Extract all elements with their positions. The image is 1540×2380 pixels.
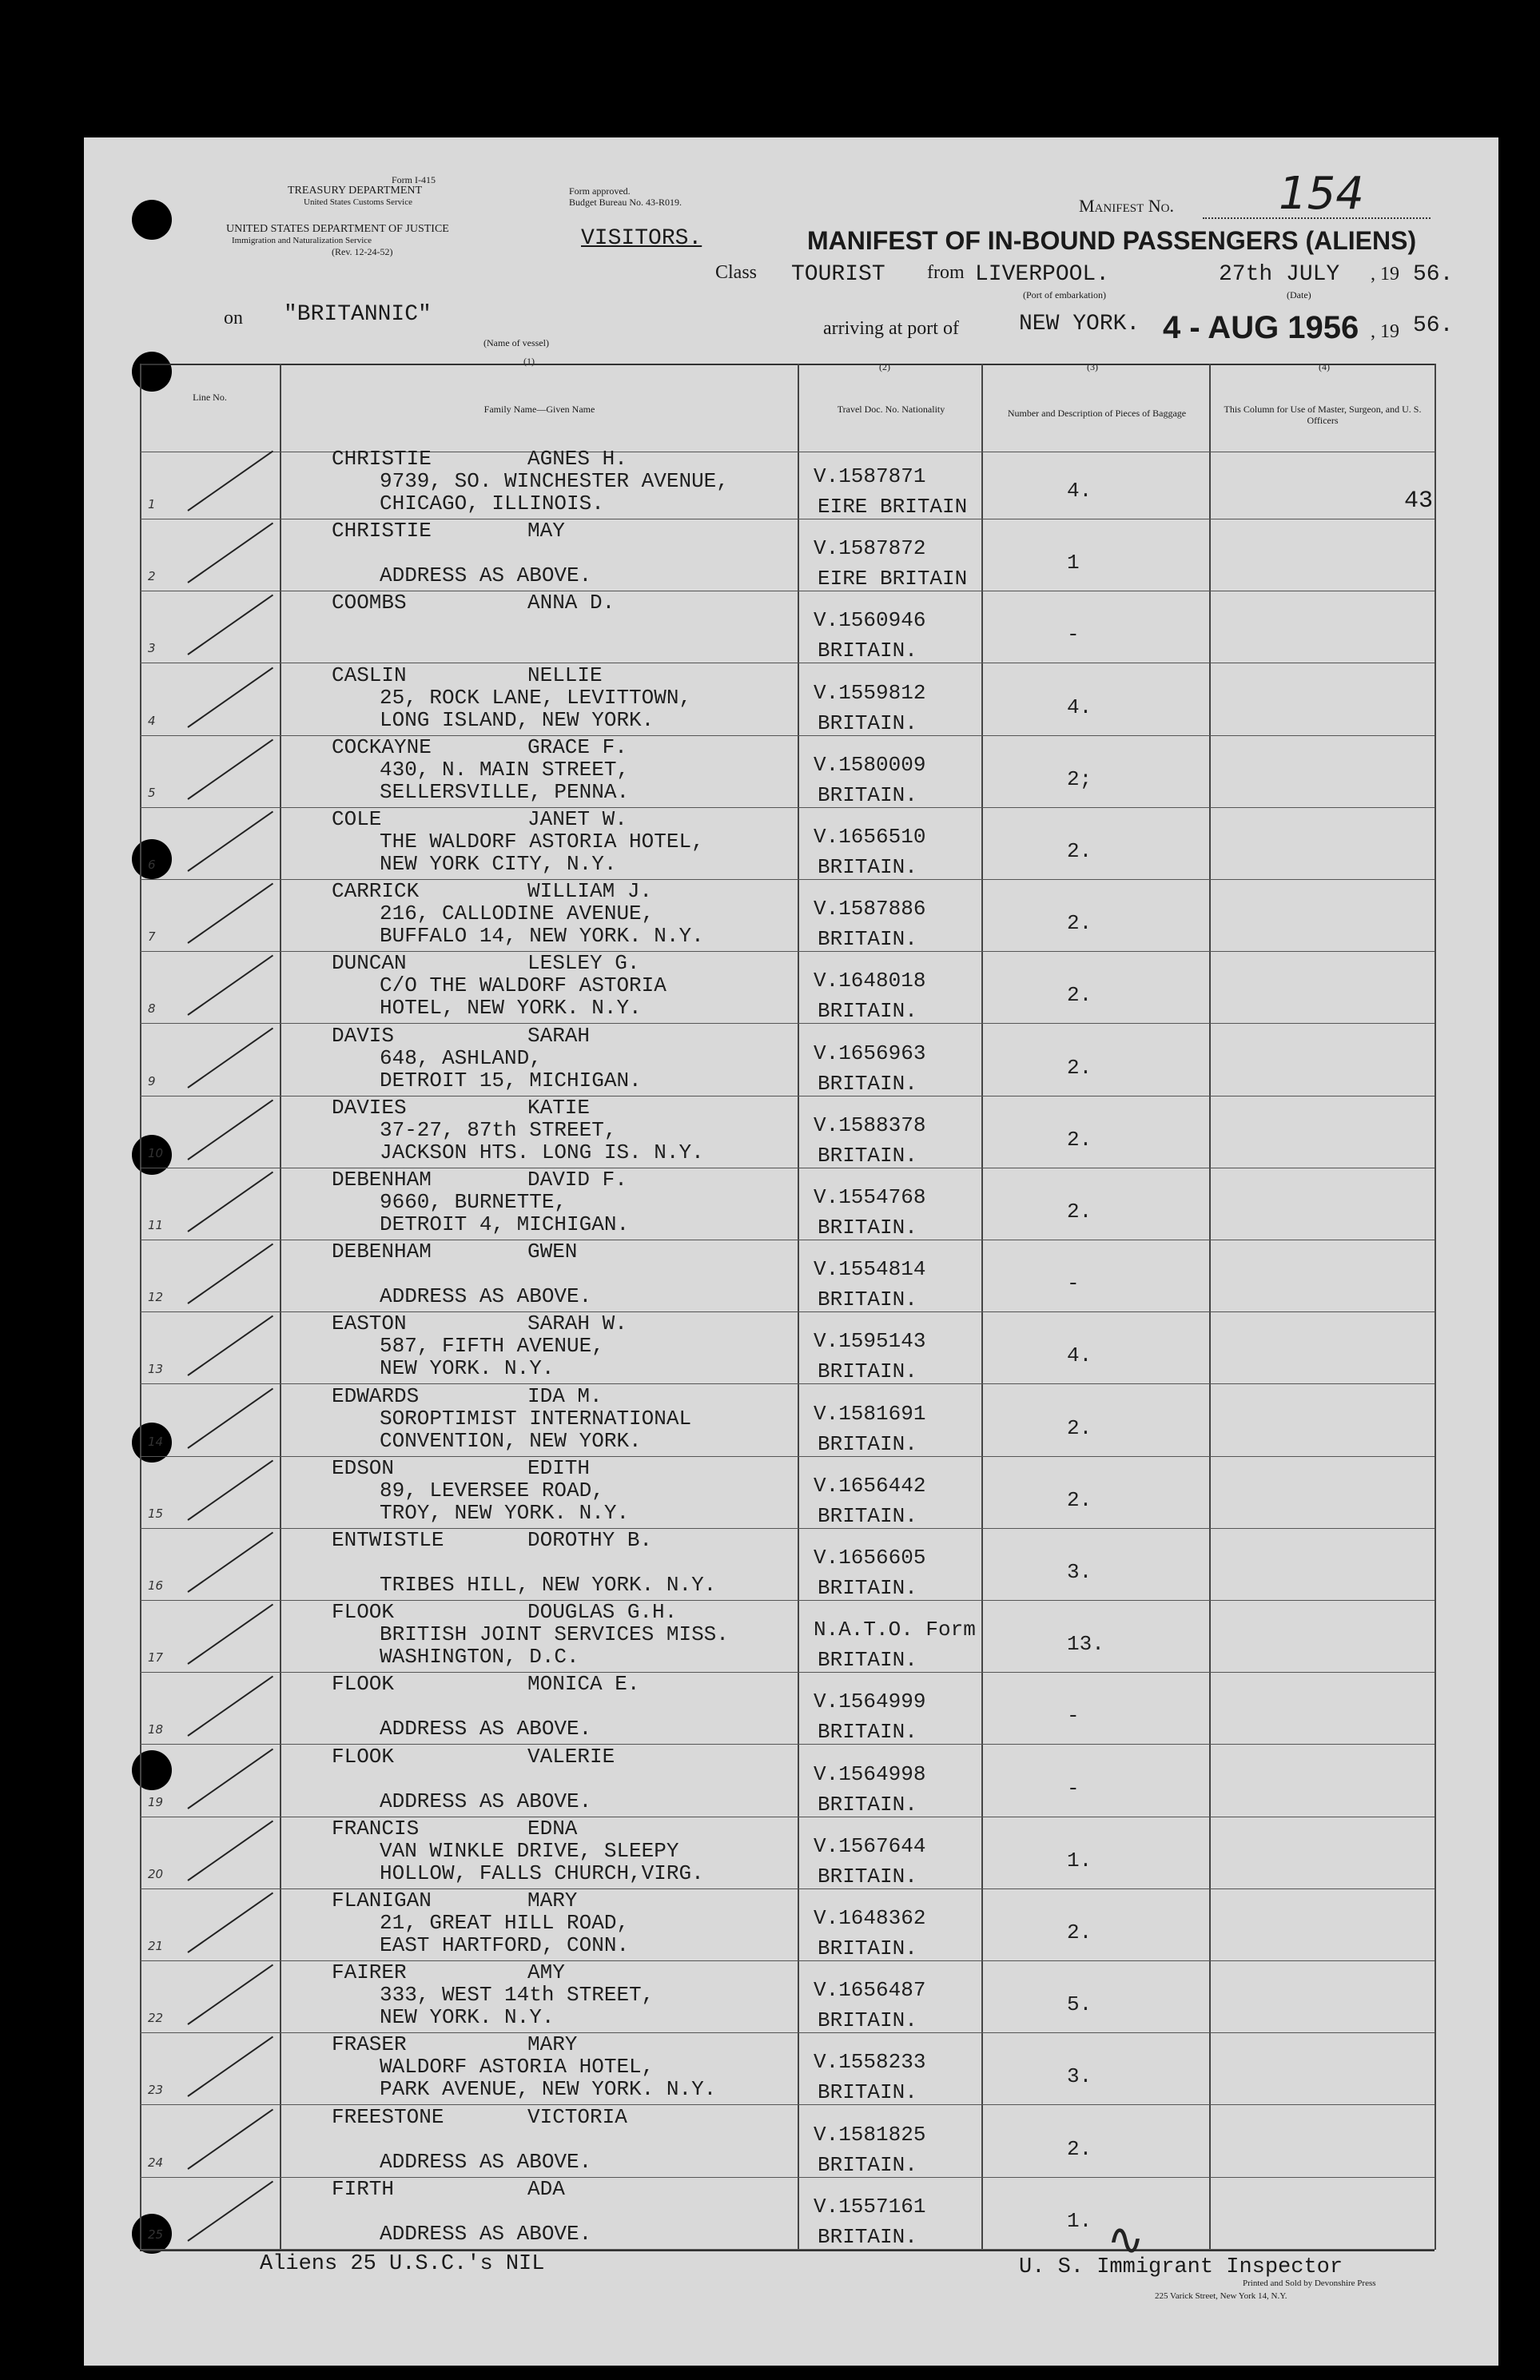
- baggage-count: 2.: [1067, 911, 1092, 936]
- family-name: ENTWISTLE: [332, 1528, 444, 1552]
- port-embarkation-caption: (Port of embarkation): [1023, 289, 1106, 300]
- family-name: FAIRER: [332, 1960, 407, 1985]
- table-border-right: [1435, 364, 1436, 2250]
- inspector-signature: ∿: [1107, 2214, 1144, 2266]
- check-mark: [187, 1820, 273, 1881]
- line-number: 10: [148, 1145, 164, 1160]
- nationality: BRITAIN.: [818, 1648, 917, 1673]
- table-row: [140, 664, 1435, 735]
- line-number: 25: [148, 2227, 164, 2242]
- arrival-year: 56.: [1413, 313, 1454, 338]
- given-name: VICTORIA: [527, 2104, 627, 2129]
- family-name: DEBENHAM: [332, 1168, 432, 1192]
- check-mark: [187, 2108, 273, 2169]
- baggage-count: 4.: [1067, 479, 1092, 503]
- nationality: BRITAIN.: [818, 2080, 917, 2105]
- line-number: 14: [148, 1434, 164, 1449]
- baggage-count: 2.: [1067, 1200, 1092, 1224]
- nationality: BRITAIN.: [818, 1071, 917, 1096]
- given-name: GWEN: [527, 1240, 578, 1264]
- address-line-1: 648, ASHLAND,: [380, 1045, 542, 1070]
- travel-doc-no: V.1581825: [814, 2122, 926, 2147]
- col3-number: (3): [1087, 361, 1098, 372]
- family-name: CHRISTIE: [332, 447, 432, 471]
- line-number: 4: [148, 713, 156, 728]
- check-mark: [187, 1387, 273, 1448]
- line-number: 9: [148, 1073, 156, 1089]
- address-line-1: 9660, BURNETTE,: [380, 1190, 567, 1214]
- check-mark: [187, 523, 273, 583]
- on-label: on: [224, 308, 243, 328]
- vessel-caption: (Name of vessel): [483, 337, 549, 348]
- given-name: SARAH W.: [527, 1311, 627, 1336]
- given-name: GRACE F.: [527, 734, 627, 759]
- nationality: BRITAIN.: [818, 1143, 917, 1168]
- family-name: CHRISTIE: [332, 519, 432, 543]
- table-row: [140, 952, 1435, 1023]
- travel-doc-no: V.1554768: [814, 1185, 926, 1209]
- travel-doc-no: V.1581691: [814, 1401, 926, 1426]
- nationality: BRITAIN.: [818, 1936, 917, 1960]
- printer-line-1: Printed and Sold by Devonshire Press: [1243, 2279, 1376, 2288]
- address-line-1: C/O THE WALDORF ASTORIA: [380, 973, 667, 998]
- year-prefix-2: , 19: [1371, 321, 1399, 342]
- treasury-dept: TREASURY DEPARTMENT: [288, 185, 423, 197]
- col-header-baggage: Number and Description of Pieces of Baggage: [1007, 408, 1187, 419]
- table-row: [140, 448, 1435, 519]
- inspector-label: U. S. Immigrant Inspector: [1019, 2255, 1343, 2279]
- check-mark: [187, 955, 273, 1016]
- travel-doc-no: V.1567644: [814, 1833, 926, 1858]
- address-line-1: WALDORF ASTORIA HOTEL,: [380, 2055, 655, 2080]
- address-line-2: EAST HARTFORD, CONN.: [380, 1933, 630, 1957]
- address-line-1: 9739, SO. WINCHESTER AVENUE,: [380, 469, 729, 493]
- year-prefix: , 19: [1371, 264, 1399, 285]
- family-name: DEBENHAM: [332, 1240, 432, 1264]
- address-line-1: 333, WEST 14th STREET,: [380, 1983, 655, 2008]
- table-row: [140, 1457, 1435, 1528]
- address-line-1: VAN WINKLE DRIVE, SLEEPY: [380, 1838, 679, 1863]
- departure-year: 56.: [1413, 262, 1454, 287]
- family-name: COOMBS: [332, 591, 407, 615]
- travel-doc-no: V.1587872: [814, 536, 926, 561]
- address-line-1: 89, LEVERSEE ROAD,: [380, 1478, 604, 1502]
- table-row: [140, 1025, 1435, 1096]
- line-number: 17: [148, 1650, 164, 1666]
- nationality: EIRE BRITAIN: [818, 495, 968, 519]
- given-name: NELLIE: [527, 663, 603, 687]
- check-mark: [187, 1099, 273, 1160]
- address-line-2: ADDRESS AS ABOVE.: [380, 2221, 592, 2246]
- family-name: DAVIES: [332, 1095, 407, 1120]
- table-row: [140, 880, 1435, 951]
- address-line-2: LONG ISLAND, NEW YORK.: [380, 707, 655, 732]
- address-line-1: 37-27, 87th STREET,: [380, 1117, 617, 1142]
- travel-doc-no: V.1656442: [814, 1473, 926, 1498]
- baggage-count: 2.: [1067, 839, 1092, 863]
- revision: (Rev. 12-24-52): [332, 246, 393, 257]
- table-row: [140, 1601, 1435, 1672]
- address-line-2: ADDRESS AS ABOVE.: [380, 1284, 592, 1309]
- nationality: BRITAIN.: [818, 2008, 917, 2033]
- given-name: IDA M.: [527, 1383, 603, 1408]
- given-name: MAY: [527, 519, 565, 543]
- line-number: 18: [148, 1722, 164, 1737]
- baggage-count: 5.: [1067, 1992, 1092, 2017]
- manifest-no-label: Manifest No.: [1079, 196, 1174, 216]
- travel-doc-no: N.A.T.O. Form: [814, 1618, 976, 1642]
- family-name: COCKAYNE: [332, 734, 432, 759]
- given-name: DOUGLAS G.H.: [527, 1600, 678, 1625]
- line-number: 11: [148, 1218, 164, 1232]
- address-line-2: JACKSON HTS. LONG IS. N.Y.: [380, 1140, 704, 1164]
- address-line-2: HOTEL, NEW YORK. N.Y.: [380, 996, 642, 1021]
- address-line-2: ADDRESS AS ABOVE.: [380, 1717, 592, 1741]
- family-name: FRANCIS: [332, 1816, 420, 1841]
- baggage-count: 2.: [1067, 2136, 1092, 2161]
- check-mark: [187, 738, 273, 799]
- baggage-count: 3.: [1067, 1560, 1092, 1584]
- address-line-2: CHICAGO, ILLINOIS.: [380, 492, 604, 515]
- arrival-date-stamp: 4 - AUG 1956: [1163, 310, 1359, 345]
- family-name: CARRICK: [332, 879, 420, 904]
- nationality: BRITAIN.: [818, 855, 917, 879]
- nationality: BRITAIN.: [818, 1503, 917, 1528]
- travel-doc-no: V.1554814: [814, 1257, 926, 1282]
- given-name: JANET W.: [527, 807, 627, 831]
- nationality: BRITAIN.: [818, 1792, 917, 1817]
- table-row: [140, 1385, 1435, 1456]
- port-of-embarkation: LIVERPOOL.: [975, 262, 1110, 287]
- address-line-2: TRIBES HILL, NEW YORK. N.Y.: [380, 1573, 717, 1597]
- nationality: BRITAIN.: [818, 1720, 917, 1745]
- line-number: 6: [148, 858, 156, 872]
- given-name: ANNA D.: [527, 591, 615, 615]
- given-name: MARY: [527, 1888, 578, 1912]
- baggage-count: 2.: [1067, 1920, 1092, 1944]
- table-row: [140, 808, 1435, 879]
- baggage-count: 2.: [1067, 983, 1092, 1008]
- baggage-count: 4.: [1067, 694, 1092, 719]
- table-row: [140, 1529, 1435, 1600]
- table-row: [140, 1817, 1435, 1888]
- line-number: 20: [148, 1866, 164, 1881]
- table-row: [140, 2106, 1435, 2177]
- address-line-2: PARK AVENUE, NEW YORK. N.Y.: [380, 2077, 717, 2102]
- address-line-2: HOLLOW, FALLS CHURCH,VIRG.: [380, 1861, 704, 1885]
- address-line-2: NEW YORK. N.Y.: [380, 2005, 555, 2030]
- table-row: [140, 1168, 1435, 1240]
- check-mark: [187, 2036, 273, 2097]
- address-line-1: 25, ROCK LANE, LEVITTOWN,: [380, 685, 692, 710]
- baggage-count: 2.: [1067, 1127, 1092, 1152]
- col-header-officers: This Column for Use of Master, Surgeon, and U. S. Officers: [1224, 404, 1422, 426]
- travel-doc-no: V.1564998: [814, 1761, 926, 1786]
- col-header-name: Family Name—Given Name: [483, 404, 595, 415]
- table-row: [140, 1096, 1435, 1168]
- travel-doc-no: V.1564999: [814, 1689, 926, 1714]
- check-mark: [187, 1244, 273, 1304]
- travel-doc-no: V.1656963: [814, 1041, 926, 1065]
- nationality: BRITAIN.: [818, 639, 917, 663]
- travel-doc-no: V.1587871: [814, 464, 926, 488]
- travel-doc-no: V.1559812: [814, 680, 926, 705]
- table-row: [140, 2033, 1435, 2104]
- aliens-footer: Aliens 25 U.S.C.'s NIL: [260, 2252, 545, 2276]
- check-mark: [187, 451, 273, 511]
- travel-doc-no: V.1648362: [814, 1906, 926, 1930]
- baggage-count: -: [1067, 1704, 1080, 1729]
- address-line-2: DETROIT 15, MICHIGAN.: [380, 1068, 642, 1092]
- nationality: BRITAIN.: [818, 1359, 917, 1384]
- from-label: from: [927, 262, 965, 283]
- address-line-1: SOROPTIMIST INTERNATIONAL: [380, 1406, 692, 1431]
- table-row: [140, 2178, 1435, 2249]
- check-mark: [187, 1748, 273, 1809]
- given-name: VALERIE: [527, 1744, 615, 1769]
- nationality: BRITAIN.: [818, 1288, 917, 1312]
- date-caption: (Date): [1287, 289, 1311, 300]
- justice-dept: UNITED STATES DEPARTMENT OF JUSTICE: [226, 223, 449, 235]
- address-line-2: ADDRESS AS ABOVE.: [380, 2149, 592, 2174]
- address-line-1: BRITISH JOINT SERVICES MISS.: [380, 1622, 729, 1647]
- address-line-1: 587, FIFTH AVENUE,: [380, 1334, 604, 1359]
- given-name: SARAH: [527, 1023, 591, 1048]
- nationality: BRITAIN.: [818, 1216, 917, 1240]
- family-name: CASLIN: [332, 663, 407, 687]
- check-mark: [187, 1964, 273, 2025]
- table-row: [140, 1889, 1435, 1960]
- given-name: LESLEY G.: [527, 951, 640, 976]
- given-name: KATIE: [527, 1095, 591, 1120]
- travel-doc-no: V.1656487: [814, 1978, 926, 2003]
- table-row: [140, 736, 1435, 807]
- check-mark: [187, 2180, 273, 2241]
- baggage-count: 13.: [1067, 1632, 1104, 1657]
- line-number: 19: [148, 1794, 164, 1809]
- address-line-1: 430, N. MAIN STREET,: [380, 757, 630, 782]
- arrival-port: NEW YORK.: [1019, 312, 1140, 336]
- address-line-2: CONVENTION, NEW YORK.: [380, 1428, 642, 1453]
- check-mark: [187, 1676, 273, 1737]
- table-row: [140, 1312, 1435, 1383]
- col-header-line-no: Line No.: [193, 392, 227, 403]
- line-number: 2: [148, 569, 156, 584]
- manifest-title: MANIFEST OF IN-BOUND PASSENGERS (ALIENS): [807, 226, 1417, 255]
- travel-doc-no: V.1580009: [814, 752, 926, 777]
- travel-doc-no: V.1558233: [814, 2050, 926, 2075]
- address-line-1: THE WALDORF ASTORIA HOTEL,: [380, 830, 704, 854]
- nationality: BRITAIN.: [818, 1864, 917, 1888]
- budget-bureau: Budget Bureau No. 43-R019.: [569, 197, 682, 208]
- line-number: 22: [148, 2011, 164, 2026]
- table-row: [140, 591, 1435, 663]
- nationality: BRITAIN.: [818, 927, 917, 952]
- address-line-2: DETROIT 4, MICHIGAN.: [380, 1212, 630, 1236]
- col4-number: (4): [1319, 361, 1330, 372]
- given-name: MARY: [527, 2032, 578, 2057]
- line-number: 3: [148, 641, 156, 656]
- family-name: FLOOK: [332, 1600, 395, 1625]
- address-line-2: ADDRESS AS ABOVE.: [380, 563, 592, 588]
- line-number: 15: [148, 1506, 164, 1521]
- col-header-travel-doc: Travel Doc. No. Nationality: [837, 404, 945, 415]
- family-name: COLE: [332, 807, 382, 831]
- given-name: WILLIAM J.: [527, 879, 653, 904]
- address-line-2: BUFFALO 14, NEW YORK. N.Y.: [380, 924, 704, 949]
- baggage-count: 2;: [1067, 766, 1092, 791]
- family-name: FREESTONE: [332, 2104, 444, 2129]
- nationality: BRITAIN.: [818, 999, 917, 1024]
- printer-line-2: 225 Varick Street, New York 14, N.Y.: [1155, 2291, 1287, 2301]
- class-value: TOURIST: [791, 262, 885, 287]
- address-line-2: WASHINGTON, D.C.: [380, 1645, 579, 1670]
- line-number: 13: [148, 1362, 164, 1377]
- line-number: 16: [148, 1578, 164, 1593]
- manifest-no-value: 154: [1279, 168, 1364, 220]
- given-name: DOROTHY B.: [527, 1528, 653, 1552]
- travel-doc-no: V.1648018: [814, 969, 926, 993]
- family-name: FIRTH: [332, 2176, 395, 2201]
- table-row: [140, 519, 1435, 591]
- check-mark: [187, 1604, 273, 1665]
- table-row: [140, 1745, 1435, 1817]
- check-mark: [187, 1027, 273, 1088]
- line-number: 7: [148, 929, 156, 945]
- table-row: [140, 1673, 1435, 1744]
- baggage-count: -: [1067, 1272, 1080, 1296]
- travel-doc-no: V.1595143: [814, 1329, 926, 1354]
- given-name: EDNA: [527, 1816, 578, 1841]
- family-name: EDSON: [332, 1455, 395, 1480]
- check-mark: [187, 883, 273, 944]
- line-number: 8: [148, 1001, 156, 1017]
- line-number: 12: [148, 1290, 164, 1305]
- given-name: ADA: [527, 2176, 565, 2201]
- departure-date: 27th JULY: [1219, 262, 1340, 287]
- line-number: 5: [148, 785, 156, 800]
- family-name: FLOOK: [332, 1672, 395, 1697]
- check-mark: [187, 1892, 273, 1953]
- manifest-no-underline: [1203, 217, 1431, 219]
- address-line-1: 216, CALLODINE AVENUE,: [380, 901, 655, 926]
- baggage-count: 3.: [1067, 2064, 1092, 2089]
- vessel-name: "BRITANNIC": [284, 302, 432, 327]
- baggage-count: 2.: [1067, 1487, 1092, 1512]
- check-mark: [187, 667, 273, 727]
- check-mark: [187, 1532, 273, 1593]
- punch-hole: [132, 200, 172, 240]
- given-name: AGNES H.: [527, 447, 627, 471]
- class-label: Class: [715, 262, 758, 283]
- table-row: [140, 1240, 1435, 1311]
- travel-doc-no: V.1560946: [814, 608, 926, 633]
- given-name: AMY: [527, 1960, 565, 1985]
- family-name: FLANIGAN: [332, 1888, 432, 1912]
- col1-number: (1): [523, 356, 535, 367]
- travel-doc-no: V.1588378: [814, 1112, 926, 1137]
- travel-doc-no: V.1656510: [814, 825, 926, 849]
- nationality: BRITAIN.: [818, 2224, 917, 2249]
- nationality: EIRE BRITAIN: [818, 567, 968, 591]
- margin-note: 43: [1404, 488, 1434, 515]
- address-line-2: ADDRESS AS ABOVE.: [380, 1789, 592, 1813]
- address-line-2: SELLERSVILLE, PENNA.: [380, 779, 630, 804]
- form-approved: Form approved.: [569, 185, 631, 197]
- check-mark: [187, 1172, 273, 1232]
- family-name: FLOOK: [332, 1744, 395, 1769]
- nationality: BRITAIN.: [818, 1576, 917, 1600]
- address-line-2: TROY, NEW YORK. N.Y.: [380, 1500, 630, 1525]
- arriving-label: arriving at port of: [823, 318, 959, 339]
- family-name: DAVIS: [332, 1023, 395, 1048]
- travel-doc-no: V.1587886: [814, 897, 926, 921]
- nationality: BRITAIN.: [818, 1431, 917, 1456]
- address-line-2: NEW YORK CITY, N.Y.: [380, 852, 617, 876]
- given-name: DAVID F.: [527, 1168, 627, 1192]
- given-name: EDITH: [527, 1455, 591, 1480]
- travel-doc-no: V.1557161: [814, 2194, 926, 2219]
- table-bottom-rule: [140, 2250, 1435, 2251]
- address-line-2: NEW YORK. N.Y.: [380, 1356, 555, 1381]
- baggage-count: 1.: [1067, 1848, 1092, 1873]
- nationality: BRITAIN.: [818, 782, 917, 807]
- customs-service: United States Customs Service: [304, 197, 412, 207]
- line-number: 24: [148, 2155, 164, 2170]
- table-row: [140, 1961, 1435, 2032]
- baggage-count: 2.: [1067, 1415, 1092, 1440]
- nationality: BRITAIN.: [818, 710, 917, 735]
- family-name: FRASER: [332, 2032, 407, 2057]
- travel-doc-no: V.1656605: [814, 1546, 926, 1570]
- visitors-label: VISITORS.: [581, 226, 702, 251]
- col2-number: (2): [879, 361, 890, 372]
- line-number: 21: [148, 1939, 164, 1953]
- check-mark: [187, 811, 273, 872]
- baggage-count: 1.: [1067, 2208, 1092, 2233]
- family-name: EDWARDS: [332, 1383, 420, 1408]
- form-number: Form I-415: [392, 174, 436, 185]
- nationality: BRITAIN.: [818, 2152, 917, 2177]
- ins-service: Immigration and Naturalization Service: [232, 236, 372, 245]
- check-mark: [187, 595, 273, 655]
- baggage-count: 2.: [1067, 1055, 1092, 1080]
- family-name: EASTON: [332, 1311, 407, 1336]
- baggage-count: 4.: [1067, 1343, 1092, 1368]
- baggage-count: -: [1067, 1776, 1080, 1801]
- baggage-count: 1: [1067, 551, 1080, 575]
- line-number: 1: [148, 497, 156, 511]
- check-mark: [187, 1315, 273, 1376]
- family-name: DUNCAN: [332, 951, 407, 976]
- address-line-1: 21, GREAT HILL ROAD,: [380, 1911, 630, 1935]
- given-name: MONICA E.: [527, 1672, 640, 1697]
- line-number: 23: [148, 2083, 164, 2098]
- check-mark: [187, 1459, 273, 1520]
- baggage-count: -: [1067, 623, 1080, 647]
